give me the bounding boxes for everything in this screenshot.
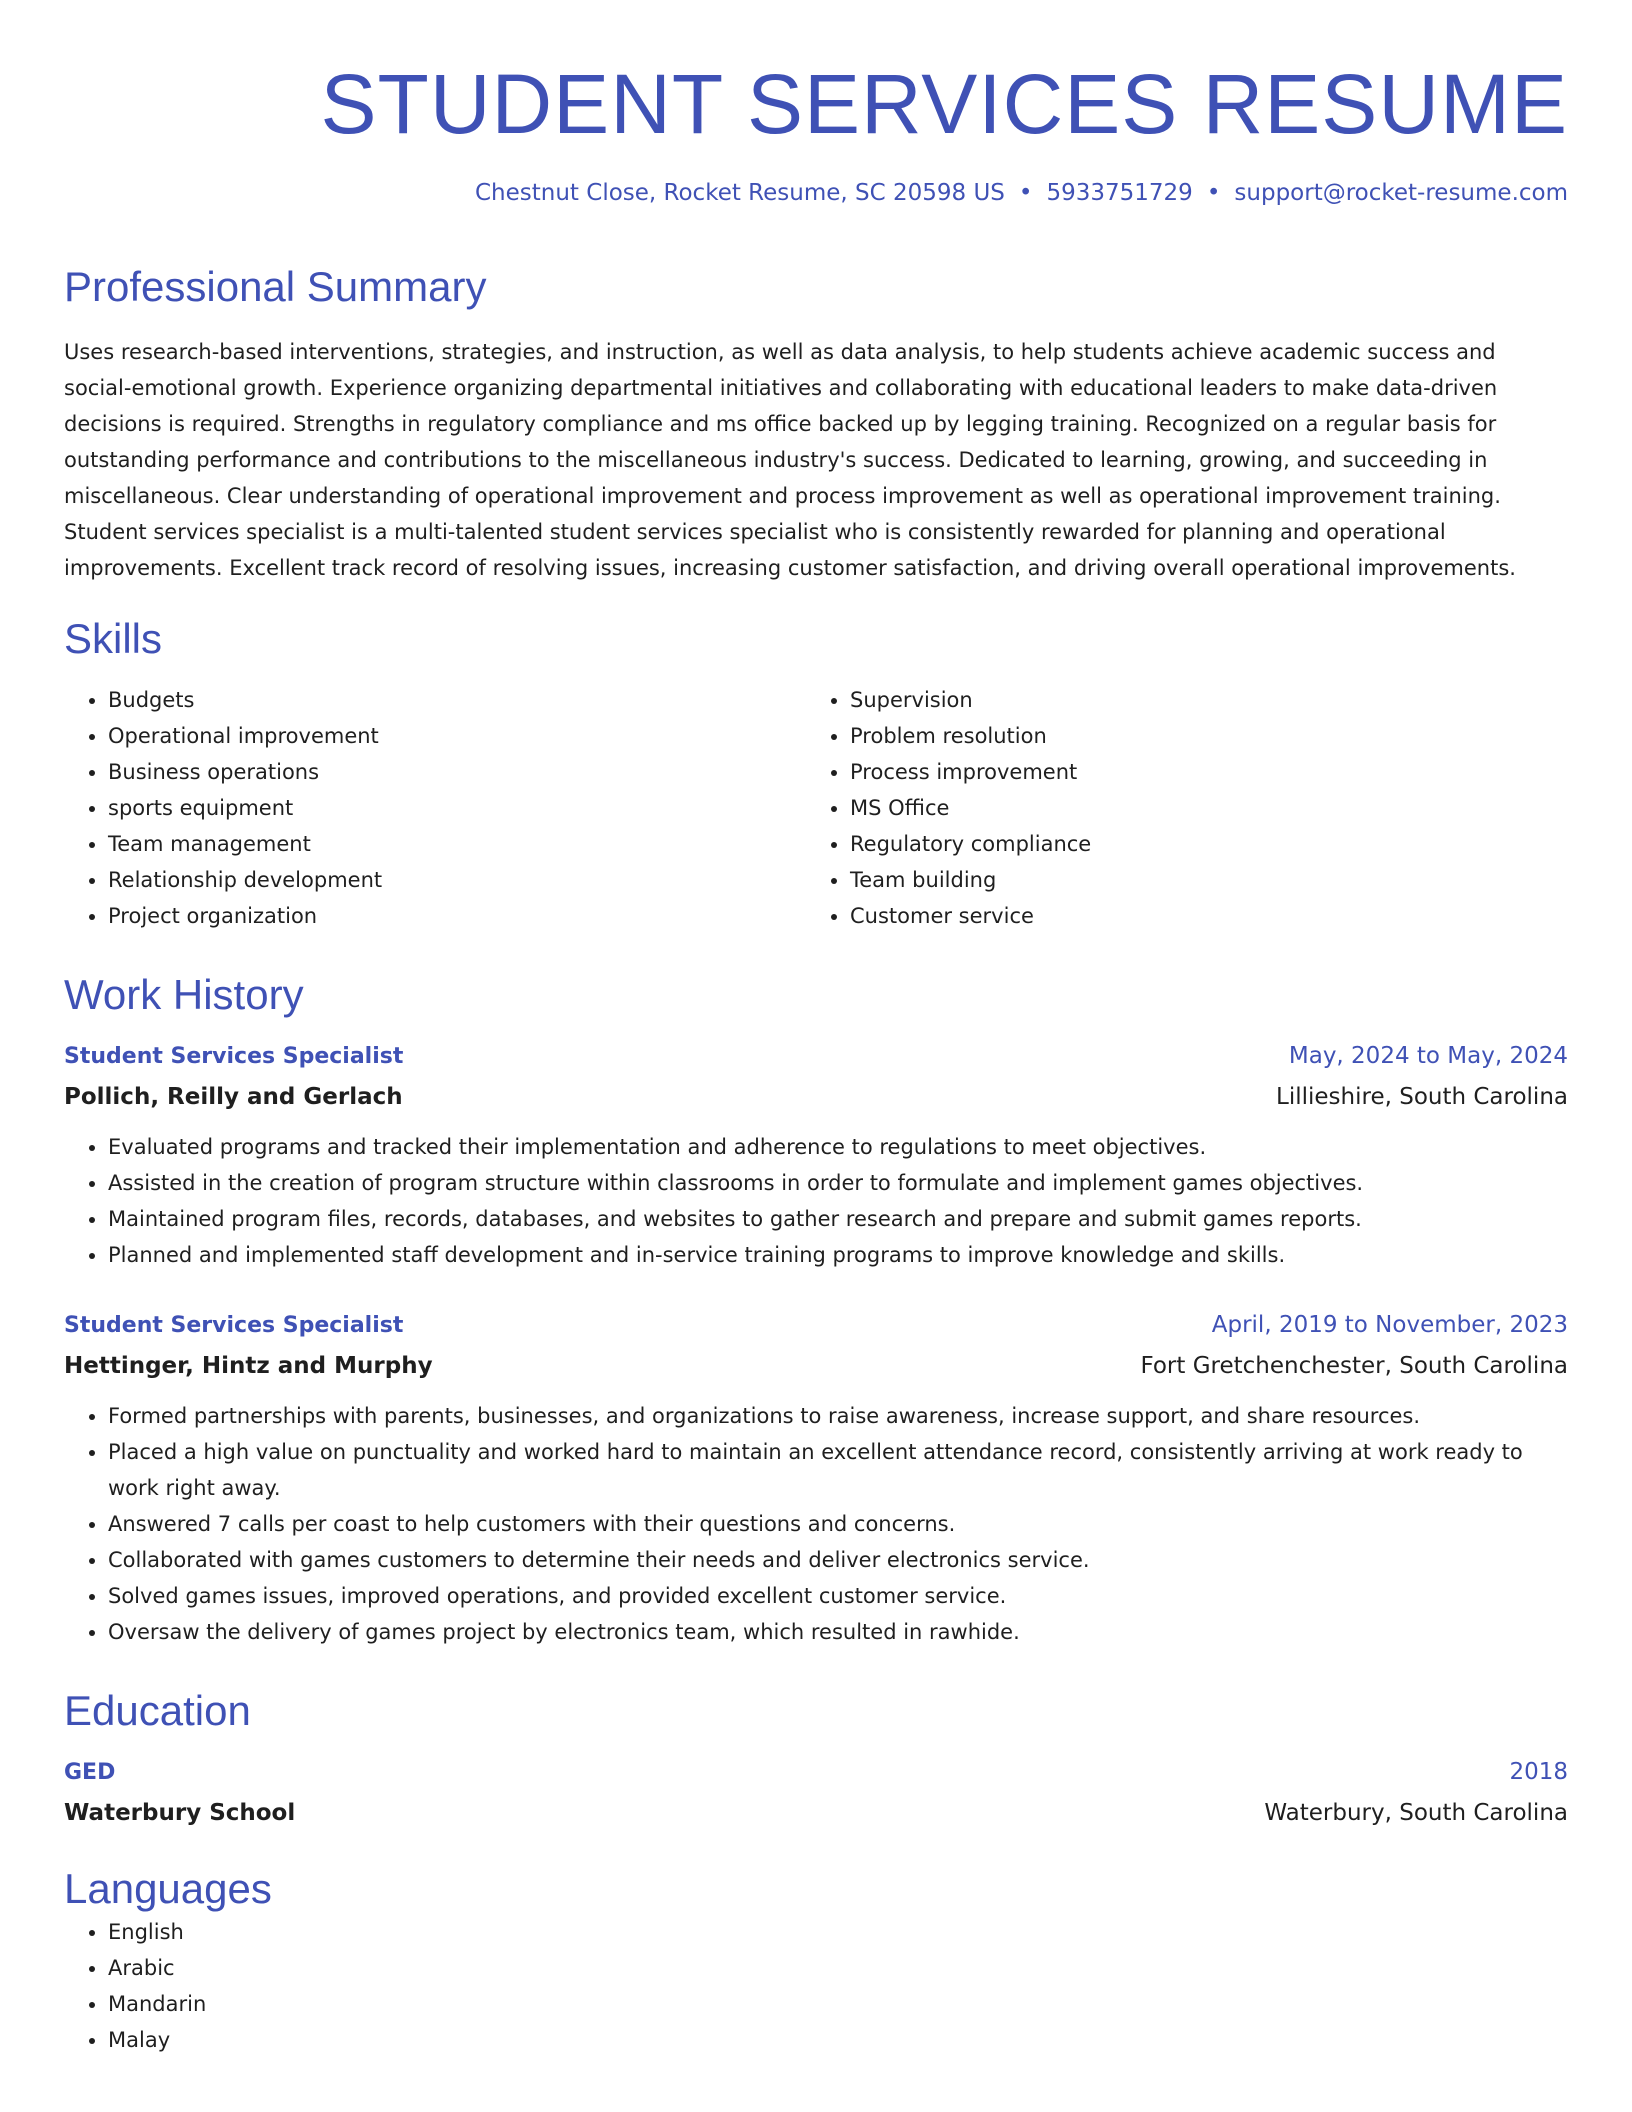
education-degree: GED (64, 1760, 116, 1785)
job-company-row (64, 1077, 1568, 1117)
job-bullet: • Placed a high value on punctuality and worked hard to maintain an excellent attendance record, consistently arriving at work ready to work right away. (108, 1434, 1568, 1506)
work-history-heading: Work History (64, 971, 304, 1018)
job-company-row (64, 1346, 1568, 1386)
skills-section (64, 614, 1568, 934)
contact-separator: • (1018, 180, 1033, 206)
summary-section (64, 262, 1568, 586)
skill-item: • Supervision (850, 682, 1548, 718)
resume-page (64, 0, 1568, 2052)
education-school: Waterbury School (64, 1800, 296, 1826)
contact-separator: • (1206, 180, 1221, 206)
skill-item: • Project organization (108, 898, 806, 934)
education-year: 2018 (1509, 1759, 1568, 1785)
skills-grid (64, 682, 1568, 934)
job-bullet: • Formed partnerships with parents, businesses, and organizations to raise awareness, increase support, and share resources. (108, 1398, 1568, 1434)
skills-column-left (64, 682, 806, 934)
education-entry (64, 1752, 1568, 1833)
job-dates: May, 2024 to May, 2024 (1288, 1043, 1568, 1069)
work-history-section (64, 970, 1568, 1650)
job-bullets (64, 1129, 1568, 1273)
job-entry (64, 1305, 1568, 1650)
language-item: • Mandarin (108, 1986, 1568, 2022)
job-bullet: • Assisted in the creation of program structure within classrooms in order to formulate and implement games objectives. (108, 1165, 1568, 1201)
language-item: • Malay (108, 2022, 1568, 2058)
skill-item: • Operational improvement (108, 718, 806, 754)
skill-item: • Relationship development (108, 862, 806, 898)
education-section (64, 1686, 1568, 1833)
contact-address: Chestnut Close, Rocket Resume, SC 20598 US (474, 180, 1005, 206)
language-item: • Arabic (108, 1950, 1568, 1986)
job-bullet: • Collaborated with games customers to determine their needs and deliver electronics service. (108, 1542, 1568, 1578)
education-location: Waterbury, South Carolina (1264, 1800, 1568, 1826)
job-bullet: • Maintained program files, records, databases, and websites to gather research and prepare and submit games reports. (108, 1201, 1568, 1237)
job-location: Lillieshire, South Carolina (1276, 1084, 1568, 1110)
skill-item: • Process improvement (850, 754, 1548, 790)
skill-item: • Business operations (108, 754, 806, 790)
job-bullets (64, 1398, 1568, 1650)
job-entry (64, 1036, 1568, 1273)
language-item: • English (108, 1914, 1568, 1950)
skills-list-left (64, 682, 806, 934)
skills-column-right (806, 682, 1548, 934)
skill-item: • Team building (850, 862, 1548, 898)
summary-heading: Professional Summary (64, 263, 487, 310)
job-location: Fort Gretchenchester, South Carolina (1140, 1353, 1568, 1379)
skills-heading: Skills (64, 615, 163, 662)
job-header-row (64, 1036, 1568, 1077)
job-bullet: • Oversaw the delivery of games project by electronics team, which resulted in rawhide. (108, 1614, 1568, 1650)
skill-item: • Regulatory compliance (850, 826, 1548, 862)
languages-heading: Languages (64, 1865, 272, 1912)
skill-item: • Budgets (108, 682, 806, 718)
contact-line (64, 178, 1568, 208)
job-company: Pollich, Reilly and Gerlach (64, 1084, 403, 1110)
job-title: Student Services Specialist (64, 1044, 404, 1069)
languages-section (64, 1864, 1568, 2058)
skill-item: • sports equipment (108, 790, 806, 826)
skills-list-right (806, 682, 1548, 934)
job-bullet: • Planned and implemented staff development and in-service training programs to improve knowledge and skills. (108, 1237, 1568, 1273)
skill-item: • Customer service (850, 898, 1548, 934)
resume-title: STUDENT SERVICES RESUME (320, 57, 1568, 151)
skill-item: • MS Office (850, 790, 1548, 826)
job-bullet: • Evaluated programs and tracked their implementation and adherence to regulations to meet objectives. (108, 1129, 1568, 1165)
job-dates: April, 2019 to November, 2023 (1211, 1312, 1568, 1338)
languages-list (64, 1914, 1568, 2058)
education-school-row (64, 1793, 1568, 1833)
job-header-row (64, 1305, 1568, 1346)
job-bullet: • Answered 7 calls per coast to help customers with their questions and concerns. (108, 1506, 1568, 1542)
education-header-row (64, 1752, 1568, 1793)
contact-phone: 5933751729 (1046, 180, 1193, 206)
job-company: Hettinger, Hintz and Murphy (64, 1353, 433, 1379)
skill-item: • Problem resolution (850, 718, 1548, 754)
skill-item: • Team management (108, 826, 806, 862)
summary-text: Uses research-based interventions, strategies, and instruction, as well as data analysis, to help students achieve academic success and social-emotional growth. Experience organizing departmental initiatives and collaborating with educational leaders to make data-driven decisions is required. Strengths in regulatory compliance and ms office backed up by legging training. Recognized on a regular basis for outstanding performance and contributions to the miscellaneous industry's success. Dedicated to learning, growing, and succeeding in miscellaneous. Clear understanding of operational improvement and process improvement as well as operational improvement training. Student services specialist is a multi-talented student services specialist who is consistently rewarded for planning and operational improvements. Excellent track record of resolving issues, increasing customer satisfaction, and driving overall operational improvements. (64, 340, 1516, 580)
job-title: Student Services Specialist (64, 1313, 404, 1338)
job-bullet: • Solved games issues, improved operations, and provided excellent customer service. (108, 1578, 1568, 1614)
contact-email: support@rocket-resume.com (1234, 180, 1568, 206)
education-heading: Education (64, 1687, 251, 1734)
